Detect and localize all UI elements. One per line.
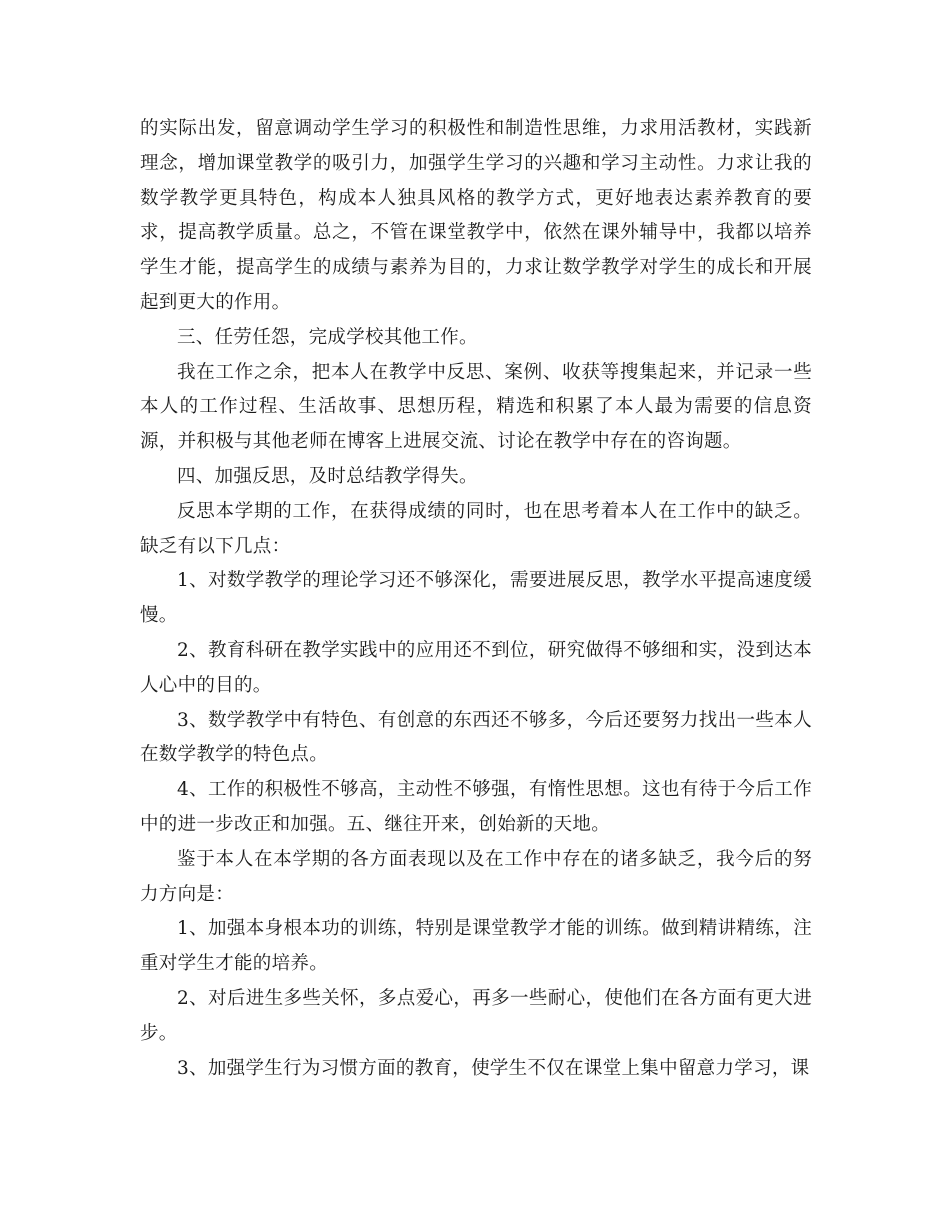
paragraph-continuation: 的实际出发，留意调动学生学习的积极性和制造性思维，力求用活教材，实践新理念，增加课堂教学的吸引力，加强学生学习的兴趣和学习主动性。力求让我的数学教学更具特色，构成本人独具风格的教学方式，更好地表达素养教育的要求，提高教学质量。总之，不管在课堂教学中，依然在课外辅导中，我都以培养学生才能，提高学生的成绩与素养为目的，力求让数学教学对学生的成长和开展起到更大的作用。 <box>140 118 812 313</box>
document-body <box>140 112 812 1086</box>
list-item: 2、对后进生多些关怀，多点爱心，再多一些耐心，使他们在各方面有更大进步。 <box>140 987 812 1044</box>
paragraph: 反思本学期的工作，在获得成绩的同时，也在思考着本人在工作中的缺乏。缺乏有以下几点： <box>140 500 812 557</box>
section-heading-4: 四、加强反思，及时总结教学得失。 <box>177 465 478 487</box>
section-heading-3: 三、任劳任怨，完成学校其他工作。 <box>177 326 478 348</box>
list-item: 1、对数学教学的理论学习还不够深化，需要进展反思，教学水平提高速度缓慢。 <box>140 570 812 627</box>
paragraph: 我在工作之余，把本人在教学中反思、案例、收获等搜集起来，并记录一些本人的工作过程、生活故事、思想历程，精选和积累了本人最为需要的信息资源，并积极与其他老师在博客上进展交流、讨论在教学中存在的咨询题。 <box>140 361 812 453</box>
list-item: 3、数学教学中有特色、有创意的东西还不够多，今后还要努力找出一些本人在数学教学的特色点。 <box>140 709 812 766</box>
paragraph: 鉴于本人在本学期的各方面表现以及在工作中存在的诸多缺乏，我今后的努力方向是： <box>140 848 812 905</box>
list-item: 3、加强学生行为习惯方面的教育，使学生不仅在课堂上集中留意力学习，课 <box>177 1057 810 1079</box>
list-item: 4、工作的积极性不够高，主动性不够强，有惰性思想。这也有待于今后工作中的进一步改正和加强。五、继往开来，创始新的天地。 <box>140 779 812 835</box>
list-item: 2、教育科研在教学实践中的应用还不到位，研究做得不够细和实，没到达本人心中的目的。 <box>140 639 812 696</box>
list-item: 1、加强本身根本功的训练，特别是课堂教学才能的训练。做到精讲精练，注重对学生才能的培养。 <box>140 918 812 975</box>
